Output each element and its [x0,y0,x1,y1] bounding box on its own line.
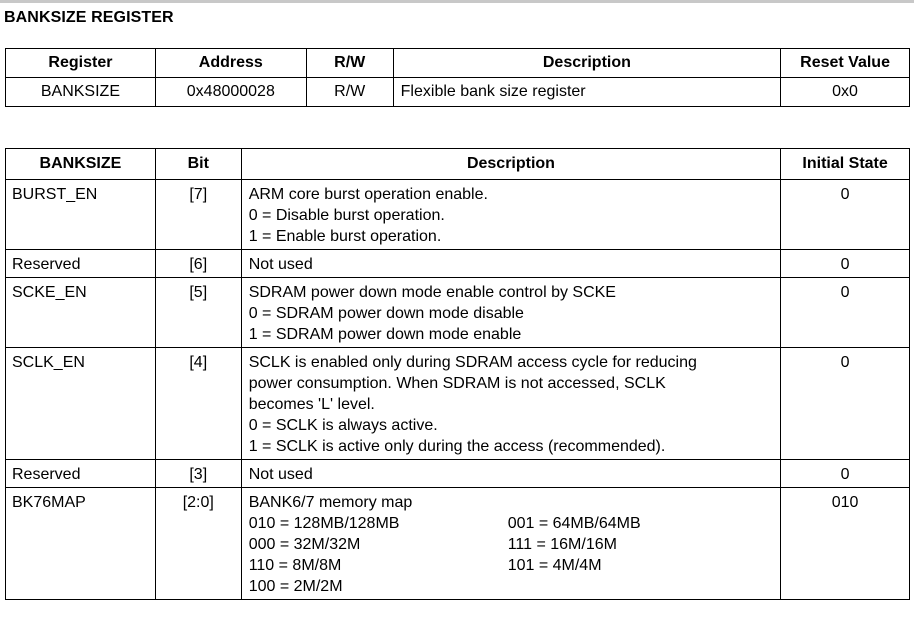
field-initial-state: 0 [781,180,910,250]
description-line: becomes 'L' level. [248,396,375,413]
cell-address: 0x48000028 [155,78,306,107]
field-name: BURST_EN [6,180,156,250]
field-name: Reserved [6,460,156,488]
table-row [6,78,910,107]
description-line: Not used [248,256,313,273]
field-description [241,278,781,348]
description-line: 0 = SDRAM power down mode disable [248,305,524,322]
field-description [241,488,781,600]
header-initial-state: Initial State [781,149,910,180]
page-title: BANKSIZE REGISTER [4,9,174,26]
field-bit: [5] [155,278,241,348]
bits-table [5,148,910,600]
field-bit: [3] [155,460,241,488]
field-initial-state: 0 [781,460,910,488]
description-line: 1 = Enable burst operation. [248,228,442,245]
header-address: Address [155,49,306,78]
table-row [6,488,910,600]
field-bit: [2:0] [155,488,241,600]
bits-header-row [6,149,910,180]
header-description: Description [241,149,781,180]
field-initial-state: 0 [781,250,910,278]
table-row [6,278,910,348]
header-bit: Bit [155,149,241,180]
top-border [0,0,914,3]
description-line: power consumption. When SDRAM is not accessed, SCLK [248,375,666,392]
description-line: 1 = SCLK is active only during the access (recommended). [248,438,666,455]
memory-map-grid [249,513,781,597]
field-initial-state: 0 [781,348,910,460]
description-line: ARM core burst operation enable. [248,186,488,203]
field-bit: [7] [155,180,241,250]
memory-map-entry: 111 = 16M/16M [507,536,617,553]
description-line: 0 = SCLK is always active. [248,417,438,434]
field-description [241,348,781,460]
description-line: 1 = SDRAM power down mode enable [248,326,522,343]
cell-reset-value: 0x0 [781,78,910,107]
memory-map-entry: 000 = 32M/32M [248,536,361,553]
table-row [6,180,910,250]
field-description [241,180,781,250]
header-banksize: BANKSIZE [6,149,156,180]
description-line: Not used [248,466,313,483]
field-bit: [6] [155,250,241,278]
cell-register: BANKSIZE [6,78,156,107]
field-initial-state: 0 [781,278,910,348]
field-initial-state: 010 [781,488,910,600]
description-line: 0 = Disable burst operation. [248,207,445,224]
table-row [6,348,910,460]
header-description: Description [393,49,780,78]
description-line: SCLK is enabled only during SDRAM access cycle for reducing [248,354,697,371]
field-description [241,250,781,278]
field-name: SCKE_EN [6,278,156,348]
field-name: BK76MAP [6,488,156,600]
register-header-row [6,49,910,78]
field-name: SCLK_EN [6,348,156,460]
memory-map-entry: 110 = 8M/8M [248,557,342,574]
field-description [241,460,781,488]
header-rw: R/W [306,49,393,78]
register-table [5,48,910,107]
description-line: SDRAM power down mode enable control by SCKE [248,284,616,301]
table-row [6,460,910,488]
cell-description: Flexible bank size register [393,78,780,107]
field-bit: [4] [155,348,241,460]
memory-map-entry: 101 = 4M/4M [507,557,602,574]
header-register: Register [6,49,156,78]
memory-map-entry: 001 = 64MB/64MB [507,515,641,532]
description-line: BANK6/7 memory map [248,494,413,511]
memory-map-entry: 010 = 128MB/128MB [248,515,400,532]
field-name: Reserved [6,250,156,278]
memory-map-entry [508,576,781,597]
memory-map-entry: 100 = 2M/2M [248,578,343,595]
header-reset-value: Reset Value [781,49,910,78]
table-row [6,250,910,278]
cell-rw: R/W [306,78,393,107]
